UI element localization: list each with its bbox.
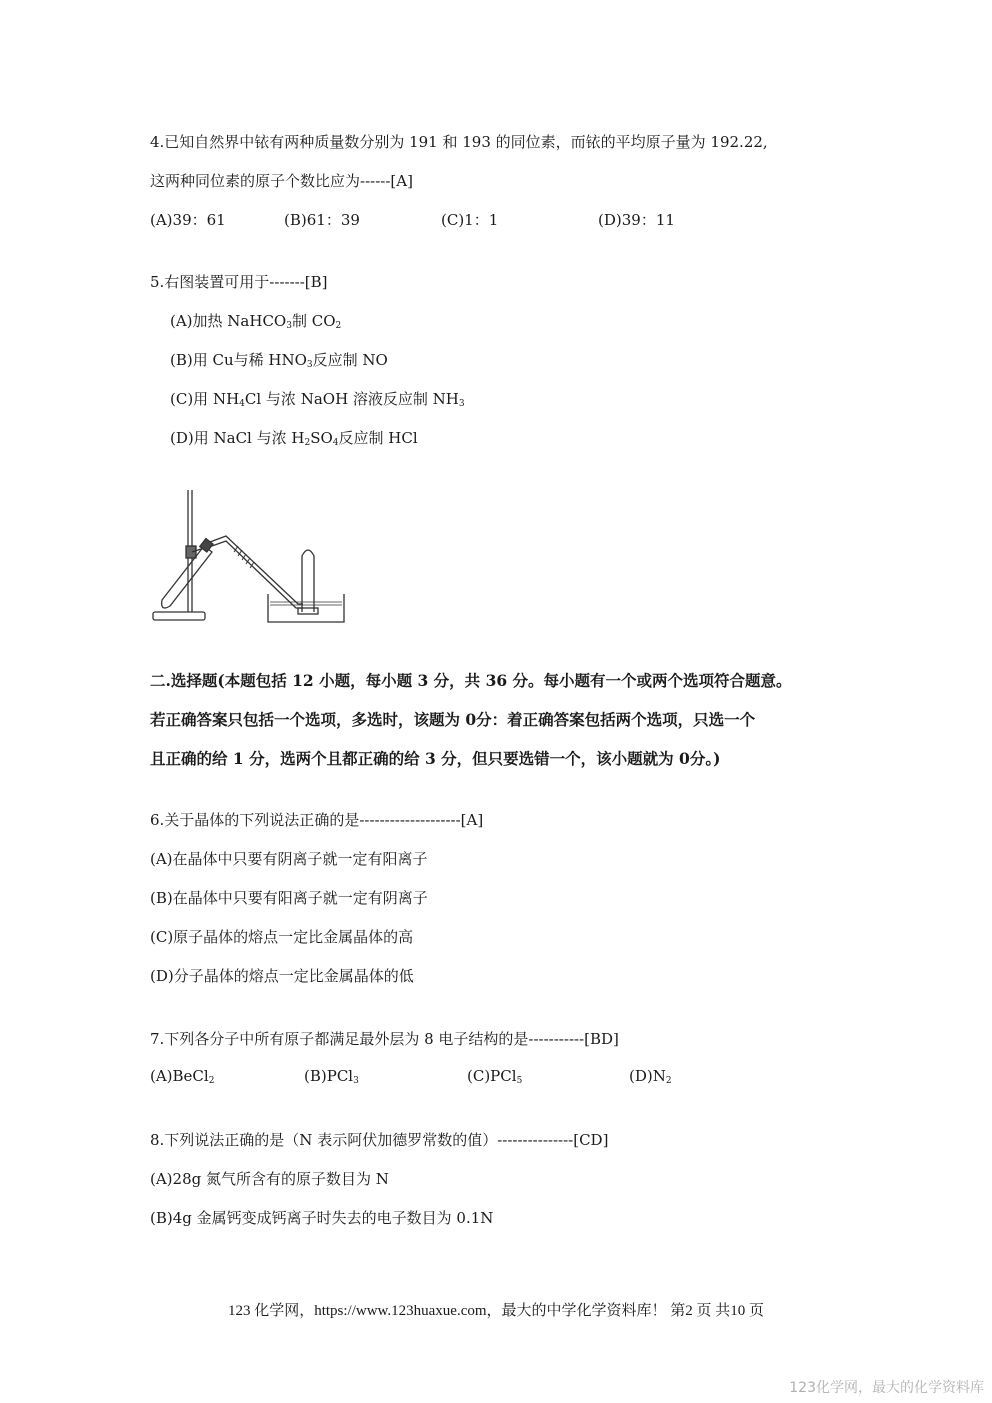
q5-option-a: (A)加热 NaHCO$_3$制 $CO_2$ bbox=[170, 312, 342, 331]
section2-instructions-line2: 若正确答案只包括一个选项，多选时，该题为 0分：着正确答案包括两个选项，只选一个 bbox=[150, 710, 756, 729]
q4-stem-line2: 这两种同位素的原子个数比应为------[A] bbox=[150, 172, 413, 190]
q6-option-d: (D)分子晶体的熔点一定比金属晶体的低 bbox=[150, 967, 414, 985]
q6-option-c: (C)原子晶体的熔点一定比金属晶体的高 bbox=[150, 928, 414, 946]
q6-stem: 6.关于晶体的下列说法正确的是--------------------[A] bbox=[150, 811, 484, 829]
q7-option-b: (B)PCl$_3$ bbox=[304, 1067, 359, 1086]
q4-option-a: (A)39：61 bbox=[150, 211, 226, 229]
q7-stem: 7.下列各分子中所有原子都满足最外层为 8 电子结构的是-----------[BD] bbox=[150, 1030, 619, 1048]
q6-option-a: (A)在晶体中只要有阴离子就一定有阳离子 bbox=[150, 850, 428, 868]
q8-option-b: (B)4g 金属钙变成钙离子时失去的电子数目为 0.1N bbox=[150, 1209, 494, 1227]
q8-option-a: (A)28g 氮气所含有的原子数目为 N bbox=[150, 1170, 389, 1188]
q6-option-b: (B)在晶体中只要有阳离子就一定有阴离子 bbox=[150, 889, 428, 907]
q4-option-c: (C)1：1 bbox=[441, 211, 499, 229]
page-footer: 123 化学网，https://www.123huaxue.com，最大的中学化学资料库！ 第2 页 共10 页 bbox=[227, 1303, 765, 1319]
q5-stem: 5.右图装置可用于-------[B] bbox=[150, 273, 328, 291]
q7-option-d: $(D)N_2$ bbox=[629, 1067, 672, 1086]
section2-instructions-line3: 且正确的给 1 分，选两个且都正确的给 3 分，但只要选错一个，该小题就为 0分。) bbox=[150, 749, 721, 768]
q5-option-d: (D)用 NaCl 与浓 $H_2SO_4$反应制 HCl bbox=[170, 429, 418, 448]
q7-option-c: (C)PCl$_5$ bbox=[467, 1067, 523, 1086]
q5-option-b: (B)用 Cu与稀 $HNO_3$反应制 NO bbox=[170, 351, 388, 370]
q4-stem-line1: 4.已知自然界中铱有两种质量数分别为 191 和 193 的同位素，而铱的平均原子量为 192.22, bbox=[150, 133, 768, 151]
q8-stem: 8.下列说法正确的是（N 表示阿伏加德罗常数的值）---------------[CD] bbox=[150, 1131, 609, 1149]
gas-collection-apparatus-figure bbox=[148, 484, 348, 626]
q5-option-c: (C)用 $NH_4Cl$ 与浓 NaOH 溶液反应制 $NH_3$ bbox=[170, 390, 465, 409]
q7-option-a: (A)BeCl$_2$ bbox=[150, 1067, 215, 1086]
q4-option-b: (B)61：39 bbox=[284, 211, 360, 229]
section2-instructions-line1: 二.选择题(本题包括 12 小题，每小题 3 分，共 36 分。每小题有一个或两个选项符合题意。 bbox=[150, 671, 792, 690]
q4-option-d: (D)39：11 bbox=[598, 211, 675, 229]
site-watermark: 123化学网，最大的化学资料库 bbox=[789, 1380, 984, 1396]
